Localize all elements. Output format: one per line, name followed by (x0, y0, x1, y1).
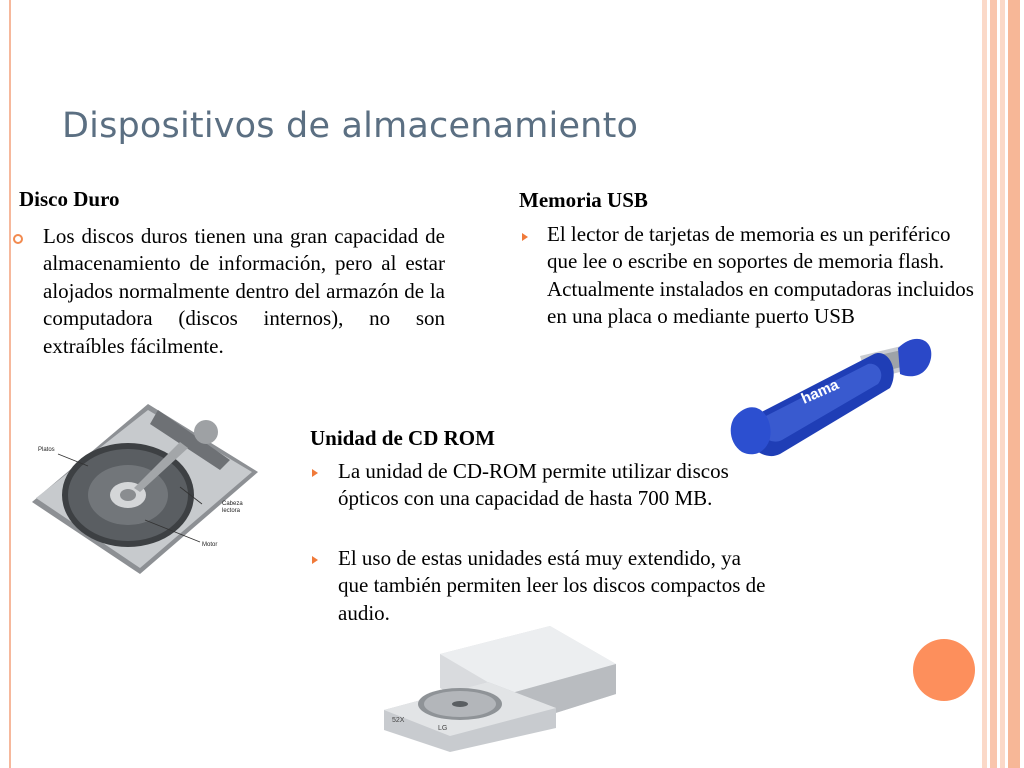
disco-duro-text: Los discos duros tienen una gran capacidad de almacenamiento de información, pero al estar alojados normalmente dentro del armazón de la computadora (discos internos), no son extraíbles fácilmente. (43, 224, 445, 358)
motor-label: Motor (202, 542, 218, 548)
triangle-bullet-icon (522, 233, 528, 241)
usb-card-reader-image (728, 328, 933, 464)
right-border-stripe (1000, 0, 1005, 768)
hard-disk-image (30, 402, 260, 577)
left-border-line (9, 0, 11, 768)
lectora-label: lectora (222, 508, 241, 514)
drive-brand-label: LG (438, 725, 448, 732)
cd-rom-drive-image (380, 624, 620, 754)
hama-brand: hama (798, 376, 842, 408)
slide-title: Dispositivos de almacenamiento (62, 106, 639, 146)
cabeza-label: Cabeza (222, 501, 243, 507)
orange-circle-decoration (913, 639, 975, 701)
triangle-bullet-icon (312, 469, 318, 477)
triangle-bullet-icon (312, 556, 318, 564)
memoria-usb-text: El lector de tarjetas de memoria es un periférico que lee o escribe en soportes de memoria flash. Actualmente instalados en computadoras incluidos en una placa o mediante puerto USB (547, 222, 974, 329)
memoria-usb-heading: Memoria USB (519, 188, 648, 212)
drive-speed-label: 52X (392, 717, 405, 724)
right-border-stripe (1008, 0, 1020, 768)
right-border-stripe (982, 0, 987, 768)
cd-rom-bullet-1: La unidad de CD-ROM permite utilizar discos ópticos con una capacidad de hasta 700 MB. (338, 459, 729, 511)
disco-duro-heading: Disco Duro (19, 187, 120, 211)
right-border-stripe (990, 0, 997, 768)
cd-rom-heading: Unidad de CD ROM (310, 426, 495, 450)
circle-bullet-icon (13, 234, 23, 244)
cd-rom-bullet-2: El uso de estas unidades está muy extendido, ya que también permiten leer los discos compactos de audio. (338, 546, 766, 625)
platos-label: Platos (38, 447, 55, 453)
